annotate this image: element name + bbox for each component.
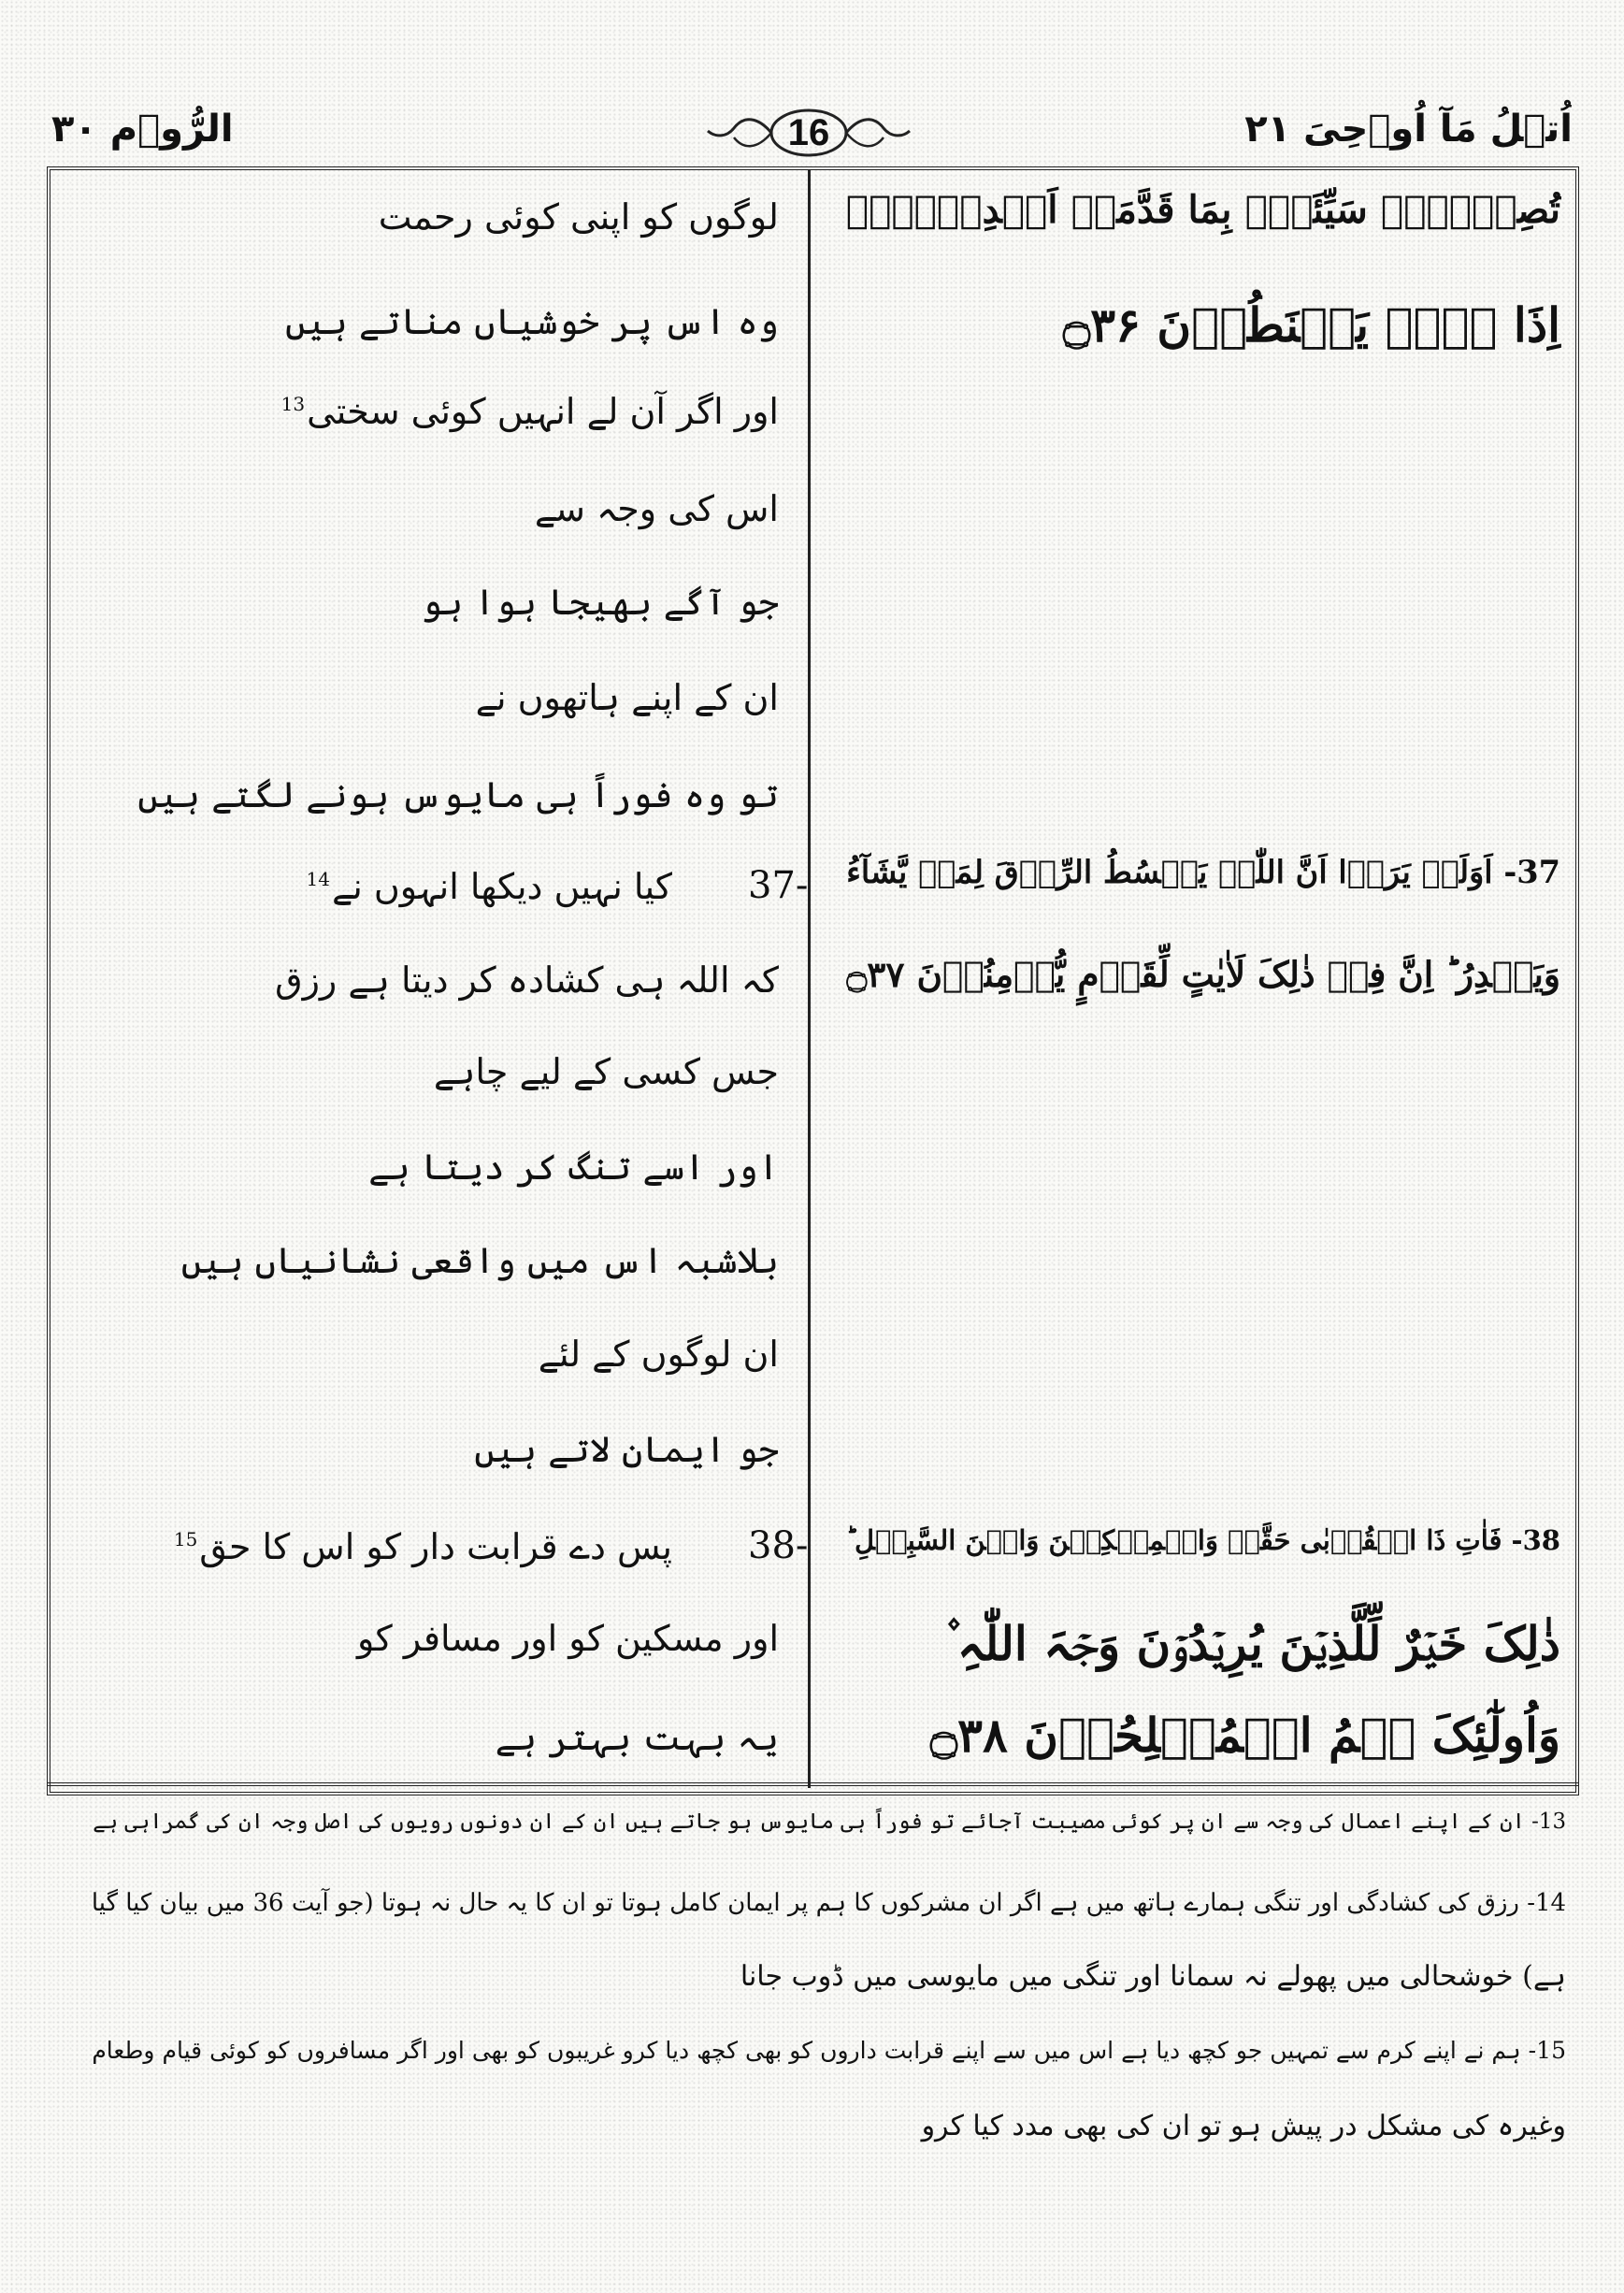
urdu-text: کیا نہیں دیکھا انہوں نے [331, 866, 672, 907]
urdu-line: بلاشبہ اس میں واقعی نشانیاں ہیں [180, 1240, 779, 1281]
urdu-line [172, 1526, 672, 1567]
footnote-14-cont: ہے) خوشحالی میں پھولے نہ سمانا اور تنگی میں مایوسی میں ڈوب جانا [740, 1960, 1566, 1993]
notes-separator [47, 1782, 1579, 1791]
urdu-line: اور اسے تنگ کر دیتا ہے [368, 1146, 779, 1188]
footnote-ref: 14 [306, 868, 330, 891]
footnote-ref: 15 [173, 1528, 198, 1551]
verse-marker: 38- [748, 1524, 809, 1567]
urdu-line: جو آگے بھیجا ہوا ہو [421, 582, 779, 623]
page-number: 16 [787, 112, 830, 153]
urdu-line: ان لوگوں کے لئے [538, 1334, 779, 1375]
urdu-line: اور مسکین کو اور مسافر کو [357, 1618, 779, 1659]
arabic-line: وَاُولٰٓئِکَ ہُمُ الۡمُفۡلِحُوۡنَ ۝۳۸ [929, 1708, 1560, 1763]
footnote-ref: 13 [280, 393, 306, 416]
urdu-line [280, 391, 779, 432]
urdu-line: جس کسی کے لیے چاہے [433, 1051, 779, 1092]
arabic-line: تُصِبۡہُمۡ سَیِّئَۃٌۢ بِمَا قَدَّمَتۡ اَیۡدِیۡہِمۡ [845, 187, 1560, 232]
urdu-line: یہ بہت بہتر ہے [495, 1717, 779, 1758]
urdu-line [305, 866, 673, 907]
page-number-ornament [706, 105, 912, 161]
verse-marker: 37- [748, 864, 809, 907]
footnote-15: 15- ہم نے اپنے کرم سے تمہیں جو کچھ دیا ہے اس میں سے اپنے قرابت داروں کو بھی کچھ دیا کرو غریبوں کو بھی اور اگر مسافروں کو کوئی قیام وطعام [92, 2037, 1566, 2064]
surah-title: الرُّوۡم ۳۰ [51, 108, 234, 151]
juz-title: اُتۡلُ مَآ اُوۡحِیَ ۲۱ [1244, 108, 1573, 151]
footnote-13: 13- ان کے اپنے اعمال کی وجہ سے ان پر کوئی مصیبت آجائے تو فوراً ہی مایوس ہو جاتے ہیں ان کے ان دونوں رویوں کی اصل وجہ ان کی گمراہی ہے [93, 1810, 1566, 1834]
urdu-text: اور اگر آن لے انہیں کوئی سختی [307, 391, 779, 432]
urdu-text: پس دے قرابت دار کو اس کا حق [199, 1526, 672, 1567]
footnote-14: 14- رزق کی کشادگی اور تنگی ہمارے ہاتھ میں ہے اگر ان مشرکوں کا ہم پر ایمان کامل ہوتا تو ان کا یہ حال نہ ہوتا (جو آیت 36 میں بیان کیا گیا [91, 1889, 1566, 1917]
urdu-line: لوگوں کو اپنی کوئی رحمت [378, 196, 779, 238]
arabic-line: 37- اَوَلَمۡ یَرَوۡا اَنَّ اللّٰہَ یَبۡسُطُ الرِّزۡقَ لِمَنۡ یَّشَآءُ [846, 853, 1560, 890]
urdu-line: وہ اس پر خوشیاں مناتے ہیں [285, 301, 779, 342]
urdu-line: کہ اللہ ہی کشادہ کر دیتا ہے رزق [275, 959, 779, 1001]
arabic-line: ذٰلِکَ خَیۡرٌ لِّلَّذِیۡنَ یُرِیۡدُوۡنَ وَجۡہَ اللّٰہِ ۫ [945, 1616, 1560, 1671]
column-divider [808, 170, 811, 1788]
arabic-line: اِذَا ہُمۡ یَقۡنَطُوۡنَ ۝۳۶ [1062, 297, 1560, 353]
urdu-line: اس کی وجہ سے [534, 488, 779, 529]
urdu-line: تو وہ فوراً ہی مایوس ہونے لگتے ہیں [137, 774, 779, 815]
urdu-line: ان کے اپنے ہاتھوں نے [475, 677, 779, 718]
urdu-line: جو ایمان لاتے ہیں [474, 1429, 779, 1470]
footnote-15-cont: وغیرہ کی مشکل در پیش ہو تو ان کی بھی مدد کیا کرو [921, 2110, 1566, 2142]
arabic-line: 38- فَاٰتِ ذَا الۡقُرۡبٰی حَقَّہٗ وَالۡمِسۡکِیۡنَ وَابۡنَ السَّبِیۡلِ ؕ [845, 1524, 1560, 1556]
arabic-line: وَیَقۡدِرُ ؕ اِنَّ فِیۡ ذٰلِکَ لَاٰیٰتٍ لِّقَوۡمٍ یُّؤۡمِنُوۡنَ ۝۳۷ [846, 954, 1560, 995]
